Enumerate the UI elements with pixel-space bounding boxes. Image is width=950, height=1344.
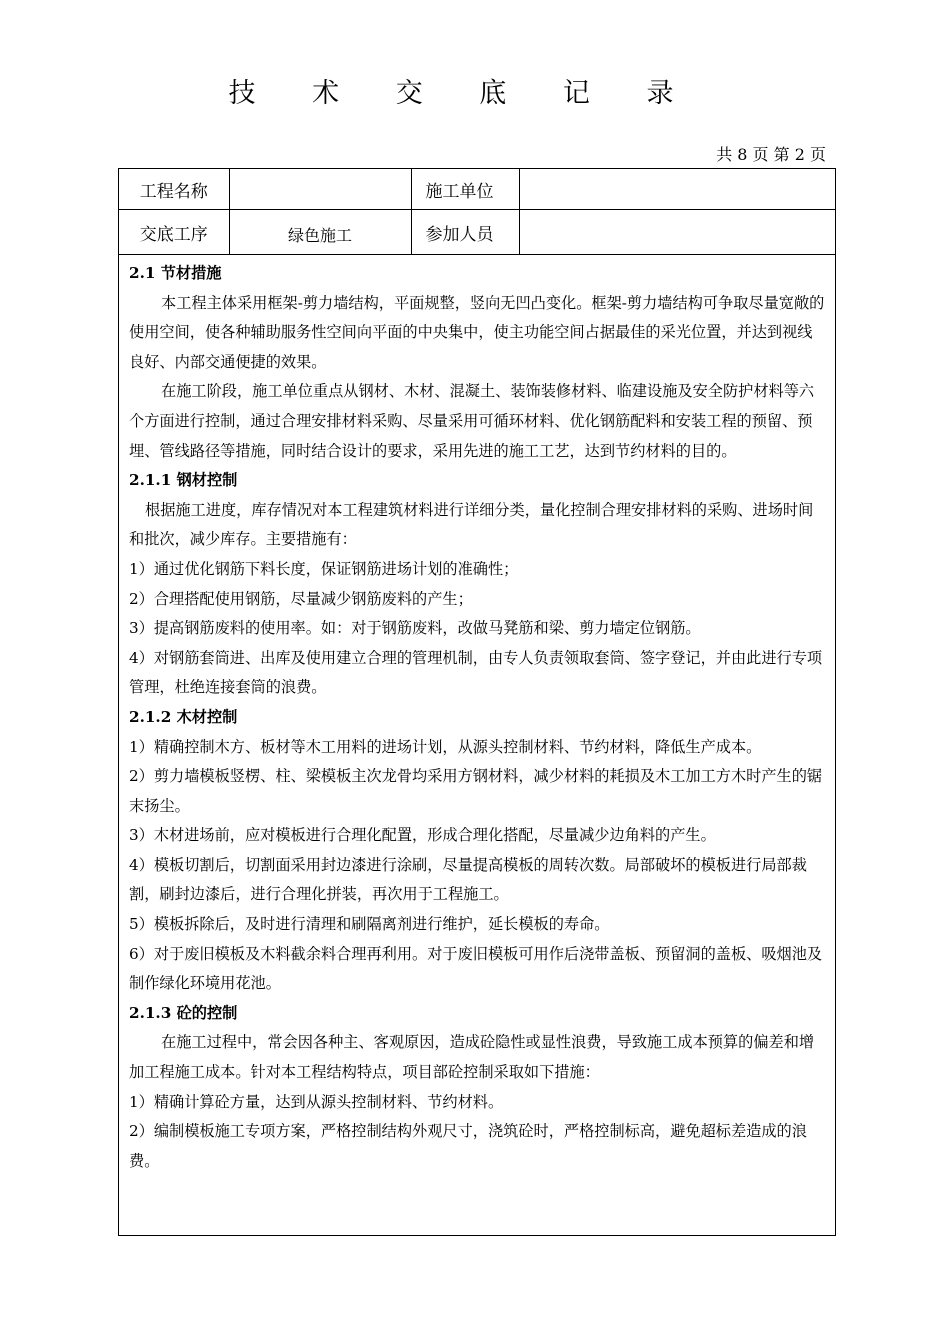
construction-unit-value[interactable] [519, 169, 835, 210]
list-item: 2）编制模板施工专项方案，严格控制结构外观尺寸，浇筑砼时，严格控制标高，避免超标差造成的浪费。 [129, 1122, 807, 1170]
section-2-1-3-heading: 2.1.3 砼的控制 [129, 1003, 238, 1022]
participants-label: 参加人员 [411, 210, 519, 255]
record-form [118, 168, 836, 1236]
section-2-1-3-intro: 在施工过程中，常会因各种主、客观原因，造成砼隐性或显性浪费，导致施工成本预算的偏差和增加工程施工成本。针对本工程结构特点，项目部砼控制采取如下措施： [129, 1033, 815, 1082]
list-item: 2）剪力墙模板竖楞、柱、梁模板主次龙骨均采用方钢材料，减少材料的耗损及木工加工方木时产生的锯末扬尘。 [129, 767, 823, 815]
header-row-2 [119, 210, 835, 255]
content-body [119, 255, 835, 1176]
section-2-1-1-heading: 2.1.1 钢材控制 [129, 471, 238, 490]
construction-unit-label: 施工单位 [411, 169, 519, 210]
participants-value[interactable] [519, 210, 835, 255]
section-2-1-paragraph-2: 在施工阶段，施工单位重点从钢材、木材、混凝土、装饰装修材料、临建设施及安全防护材料等六个方面进行控制，通过合理安排材料采购、尽量采用可循环材料、优化钢筋配料和安装工程的预留、预埋、管线路径等措施，同时结合设计的要求，采用先进的施工工艺，达到节约材料的目的。 [129, 382, 815, 460]
document-title: 技 术 交 底 记 录 [228, 78, 698, 109]
procedure-label: 交底工序 [119, 210, 229, 255]
section-2-1-1-intro: 根据施工进度，库存情况对本工程建筑材料进行详细分类，量化控制合理安排材料的采购、进场时间和批次，减少库存。主要措施有： [129, 500, 814, 549]
list-item: 5）模板拆除后，及时进行清理和刷隔离剂进行维护，延长模板的寿命。 [129, 915, 610, 934]
section-2-1-heading: 2.1 节材措施 [129, 264, 222, 282]
list-item: 3）木材进场前，应对模板进行合理化配置，形成合理化搭配，尽量减少边角料的产生。 [129, 826, 716, 845]
list-item: 2）合理搭配使用钢筋，尽量减少钢筋废料的产生； [129, 589, 473, 608]
project-name-value[interactable] [229, 169, 411, 210]
list-item: 4）模板切割后，切割面采用封边漆进行涂刷，尽量提高模板的周转次数。局部破坏的模板进行局部裁割，刷封边漆后，进行合理化拼装，再次用于工程施工。 [129, 855, 807, 904]
list-item: 4）对钢筋套筒进、出库及使用建立合理的管理机制，由专人负责领取套筒、签字登记，并由此进行专项管理，杜绝连接套筒的浪费。 [129, 648, 823, 697]
project-name-label: 工程名称 [119, 169, 229, 210]
procedure-value[interactable]: 绿色施工 [229, 210, 411, 255]
section-2-1-2-heading: 2.1.2 木材控制 [129, 707, 238, 726]
header-row-1 [119, 169, 835, 210]
list-item: 1）精确计算砼方量，达到从源头控制材料、节约材料。 [129, 1092, 504, 1111]
list-item: 6）对于废旧模板及木料截余料合理再利用。对于废旧模板可用作后浇带盖板、预留洞的盖板、吸烟池及制作绿化环境用花池。 [129, 944, 823, 993]
section-2-1-paragraph-1: 本工程主体采用框架-剪力墙结构，平面规整，竖向无凹凸变化。框架-剪力墙结构可争取尽量宽敞的使用空间，使各种辅助服务性空间向平面的中央集中，使主功能空间占据最佳的采光位置，并达到视线良好、内部交通便捷的效果。 [129, 293, 825, 371]
page-number-info: 共 8 页 第 2 页 [716, 145, 826, 164]
header-table [119, 169, 835, 255]
list-item: 3）提高钢筋废料的使用率。如：对于钢筋废料，改做马凳筋和梁、剪力墙定位钢筋。 [129, 619, 701, 638]
list-item: 1）精确控制木方、板材等木工用料的进场计划，从源头控制材料、节约材料，降低生产成本。 [129, 737, 762, 756]
list-item: 1）通过优化钢筋下料长度，保证钢筋进场计划的准确性； [129, 559, 519, 578]
